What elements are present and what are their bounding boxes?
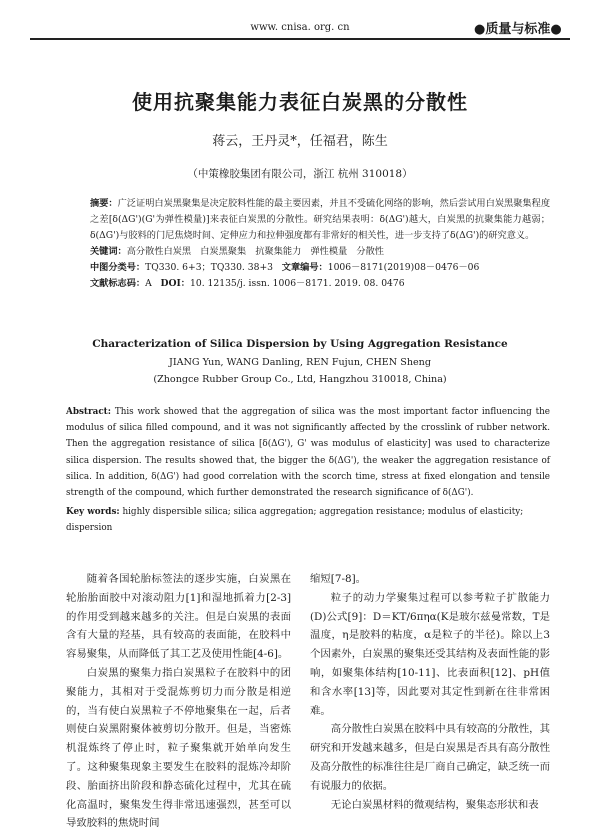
abstract-en-label: Abstract: [66,407,111,417]
affiliation-cn: （中策橡胶集团有限公司，浙江 杭州 310018） [187,168,413,180]
keywords-cn-text: 高分散性白炭黑 白炭黑聚集 抗聚集能力 弹性模量 分散性 [126,246,384,257]
classification-row [90,260,550,276]
body-paragraph: 白炭黑的聚集力指白炭黑粒子在胶料中的团聚能力，其相对于受混炼剪切力而分散是相逆的，当有使白炭黑粒子不停地聚集在一起，后者则使白炭黑附聚体被剪切分散开。但是，当密炼机混炼终了停止时，粒子聚集就开始单向发生了。这种聚集现象主要发生在胶料的混炼冷却阶段、胎面挤出阶段和静态硫化过程中，尤其在硫化高温时，聚集发生得非常迅速强烈，甚至可以导致胶料的焦烧时间 [66,666,291,830]
journal-url: www. cnisa. org. cn [250,22,350,33]
authors-en: JIANG Yun, WANG Danling, REN Fujun, CHEN Sheng [168,357,432,368]
doc-code-value: A [145,278,152,289]
keywords-en-label: Key words: [66,507,120,517]
article-title-en: Characterization of Silica Dispersion by Using Aggregation Resistance [92,338,508,350]
keywords-cn-label: 关键词： [90,246,127,257]
clc-label: 中图分类号： [90,262,146,273]
body-column-left [66,570,291,833]
abstract-cn [90,196,550,244]
affiliation-en: (Zhongce Rubber Group Co., Ltd, Hangzhou 310018, China) [153,374,447,385]
clc-value: TQ330. 6+3；TQ330. 38+3 [145,262,274,273]
abstract-cn-text: 广泛证明白炭黑聚集是决定胶料性能的最主要因素，并且不受硫化网络的影响，然后尝试用白炭黑聚集程度之差[δ(ΔG')(G'为弹性模量)]来表征白炭黑的分散性。研究结果表明：δ(ΔG')越大，白炭黑的抗聚集能力越弱；δ(ΔG')与胶料的门尼焦烧时间、定伸应力和拉伸强度都有非常好的相关性，进一步支持了δ(ΔG')的研究意义。 [90,198,551,241]
keywords-en [66,504,550,536]
body-paragraph: 高分散性白炭黑在胶料中具有较高的分散性，其研究和开发越来越多，但是白炭黑是否具有高分散性及高分散性的标准往往是厂商自己确定，缺乏统一而有说服力的依据。 [310,723,550,792]
body-column-right [310,570,550,814]
keywords-en-text: highly dispersible silica; silica aggregation; aggregation resistance; modulus of elasticity; dispersion [66,507,524,533]
doi-value: 10. 12135/j. issn. 1006－8171. 2019. 08. 0476 [190,278,405,289]
doi-row [90,276,550,292]
body-paragraph: 粒子的动力学聚集过程可以参考粒子扩散能力(D)公式[9]：D＝KT/6πηα(K是玻尔兹曼常数，T是温度，η是胶料的粘度，α是粒子的半径)。除以上3个因素外，白炭黑的聚集还受其结构及表面性能的影响，如聚集体结构[10-11]、比表面积[12]、pH值和含水率[13]等，因此要对其定性到新在往非常困难。 [310,591,550,717]
authors-cn: 蒋云，王丹灵*，任福君，陈生 [212,134,388,149]
section-label: ●质量与标准● [474,22,562,37]
abstract-cn-label: 摘要： [90,198,118,209]
doc-code-label: 文献标志码： [90,278,146,289]
keywords-cn [90,244,550,260]
header-rule [30,38,570,40]
doc-number-value: 1006－8171(2019)08－0476－06 [327,262,480,273]
abstract-en [66,404,550,501]
abstract-en-text: This work showed that the aggregation of silica was the most important factor influencing the modulus of silica filled compound, and it was not significantly affected by the crosslink of rubber network. Then the aggregation resistance of silica [δ(ΔG'), G' was modulus of elasticity] was used to characterize silica dispersion. The results showed that, the bigger the δ(ΔG'), the weaker the aggregation resistance of silica. In addition, δ(ΔG') had good correlation with the scorch time, stress at fixed elongation and tensile strength of the compound, which further demonstrated the research significance of δ(ΔG'). [66,407,551,499]
doc-number-label: 文章编号： [281,262,328,273]
body-paragraph: 缩短[7-8]。 [310,573,367,585]
body-paragraph: 无论白炭黑材料的微观结构，聚集态形状和表 [330,798,539,811]
doi-label: DOI： [160,278,190,289]
article-title-cn: 使用抗聚集能力表征白炭黑的分散性 [132,90,468,114]
abstract-cn-block [90,196,550,292]
body-paragraph: 随着各国轮胎标签法的逐步实施，白炭黑在轮胎胎面胶中对滚动阻力[1]和湿地抓着力[2-3]的作用受到越来越多的关注。但是白炭黑的表面含有大量的羟基，具有较高的表面能，在胶料中容易聚集，从而降低了其工艺及使用性能[4-6]。 [66,573,291,661]
